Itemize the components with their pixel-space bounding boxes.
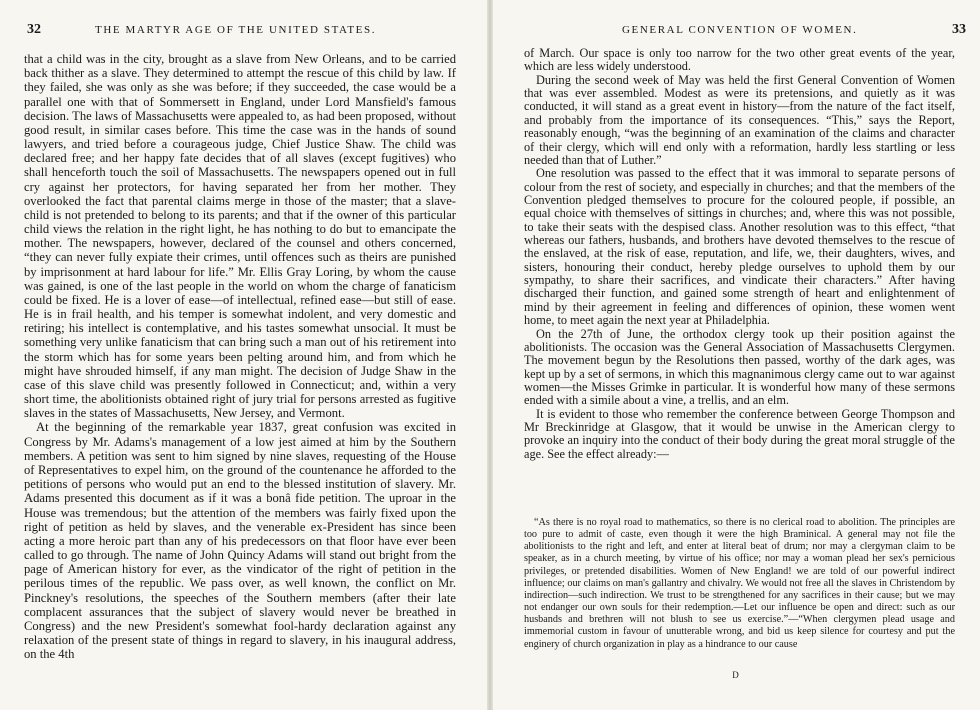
page-number: 32 <box>27 22 41 37</box>
body-text <box>24 52 456 661</box>
footnote-text: “As there is no royal road to mathematics, so there is no clerical road to abolition. The principles are too pure to admit of caste, even though it were the high Braminical. A general may not file the abolitionists to the right and left, and enter at literal beat of drum; nor may a clergyman claim to be speaker, as in a church meeting, by virtue of his office; nor may a woman plead her sex's pernicious privileges, or pretended disabilities. Women of New England! we are told of our powerful indirect influence; our claims on man's gallantry and chivalry. We would not free all the slaves in Christendom by indirection—such indirection. We trust to be strengthened for any sacrifices in their cause; but we may not endanger our own souls for their redemption.—Let our influence be open and direct: such as our husbands and brethren will not blush to see us exercise.”—“When clergymen plead usage and immemorial custom in favour of unutterable wrong, and bid us keep silence for courtesy and put the enginery of church organization in play as a hindrance to our cause <box>524 517 955 650</box>
paragraph: One resolution was passed to the effect that it was immoral to separate persons of colour from the rest of society, and especially in churches; and that the members of the Convention pledged themselves to procure for the coloured people, if possible, an equal choice with themselves of sittings in churches; and, where this was not possible, to take their seats with the despised class. Another resolution was to this effect, “that whereas our fathers, husbands, and brothers have devoted themselves to the rescue of the enslaved, at the risk of ease, reputation, and life, we, their daughters, wives, and sisters, honouring their conduct, hereby pledge ourselves to uphold them by our sympathy, to share their sacrifices, and vindicate their characters.” After having discharged their function, and gained some strength of heart and enlightenment of mind by their agreement in feeling and differences of opinion, these women went home, to meet again the next year at Philadelphia. <box>524 166 955 328</box>
footnote <box>524 517 955 651</box>
paragraph: During the second week of May was held the first General Convention of Women that was ever assembled. Modest as were its pretensions, and quietly as it was conducted, it will stand as a great event in history—from the nature of the fact itself, and probably from the importance of its consequences. “This,” says the Report, reasonably enough, “was the beginning of an examination of the claims and character of their clergy, which will end only with a reformation, hardly less startling or less needed than that of Luther.” <box>524 72 955 167</box>
running-title: GENERAL CONVENTION OF WOMEN. <box>622 24 858 36</box>
running-head <box>492 24 980 40</box>
paragraph: of March. Our space is only too narrow for the two other great events of the year, which are less widely understood. <box>524 46 955 74</box>
left-page <box>0 0 488 710</box>
right-page <box>492 0 980 710</box>
running-title: THE MARTYR AGE OF THE UNITED STATES. <box>95 24 377 36</box>
page-number: 33 <box>952 22 966 37</box>
paragraph: that a child was in the city, brought as a slave from New Orleans, and to be carried back thither as a slave. They determined to attempt the rescue of this child by law. If they failed, she was only as she was before; if they succeeded, the case would be a parallel one with that of Sommersett in England, under Lord Mansfield's famous decision. The laws of Massachusetts were appealed to, as had been proposed, without good result, in similar cases before. This time the case was in the hands of sound lawyers, and tried before a courageous judge, Chief Justice Shaw. The child was declared free; and her happy fate decides that of all slaves (except fugitives) who shall henceforth touch the soil of Massachusetts. The newspapers opened out in full cry against her protectors, for having separated her from her mother. They overlooked the fact that parental claims merge in those of the master; that a slave-child is not pretended to belong to its parents; and that if the owner of this particular child views the relation in the right light, he has nothing to do but to emancipate the mother. The newspapers, however, declared of the counsel and others concerned, “they can never fully expiate their crimes, until offences such as theirs are punished by imprisonment at hard labour for life.” Mr. Ellis Gray Loring, by whom the cause was gained, is one of the last people in the world on whom the charge of fanaticism could be fixed. He is a lover of ease—of intellectual, refined ease—but still of ease. He is in frail health, and his temper is somewhat indolent, and very domestic and retiring; his intellect is contemplative, and his tastes somewhat unsocial. It must be something very unlike fanaticism that can bring such a man out of his retirement into the storm which has for some years been pelting around him, and from which he might have shrouded himself, if any man might. The decision of Judge Shaw in the case of this slave child was presently followed in Connecticut; and, within a very short time, the abolitionists obtained right of jury trial for persons arrested as fugitive slaves in the states of Massachusetts, New Jersey, and Vermont. <box>24 52 456 421</box>
paragraph: On the 27th of June, the orthodox clergy took up their position against the abolitionists. The occasion was the General Association of Massachusetts Clergymen. The movement begun by the Resolutions then passed, worthy of the dark ages, was kept up by a set of sermons, in which this magnanimous clergy came out to war against women—the Misses Grimke in particular. It is wonderful how many of these sermons ended with a simile about a vine, a trellis, and an elm. <box>524 326 955 408</box>
body-text <box>524 47 955 461</box>
signature-mark: D <box>732 670 740 680</box>
running-head <box>0 24 488 40</box>
paragraph: At the beginning of the remarkable year 1837, great confusion was excited in Congress by Mr. Adams's management of a low jest aimed at him by the Southern members. A petition was sent to him signed by nine slaves, requesting of the House of Representatives to expel him, on the ground of the countenance he afforded to the petitions of persons who would put an end to the blessed institution of slavery. Mr. Adams presented this document as if it was a bonâ fide petition. The uproar in the House was tremendous; but the attention of the members was fairly fixed upon the right of petition as held by slaves, and the venerable ex-President has since been acting a more heroic part than any of his predecessors on that floor have ever been called to go through. The name of John Quincy Adams will stand out bright from the page of American history for ever, as the vindicator of the right of petition in the perilous times of the republic. We pass over, as well known, the conflict on Mr. Pinckney's resolutions, the speeches of the Southern members (after their late complacent assurances that the subject of slavery would never be breathed in Congress) and the new President's somewhat fool-hardy declaration against any relaxation of the present state of things in regard to slavery, in his inaugural address, on the 4th <box>24 420 456 662</box>
paragraph: It is evident to those who remember the conference between George Thompson and Mr Breckinridge at Glasgow, that it would be unwise in the American clergy to provoke an inquiry into the conduct of their body during the great moral struggle of the age. See the effect already:— <box>524 406 955 461</box>
